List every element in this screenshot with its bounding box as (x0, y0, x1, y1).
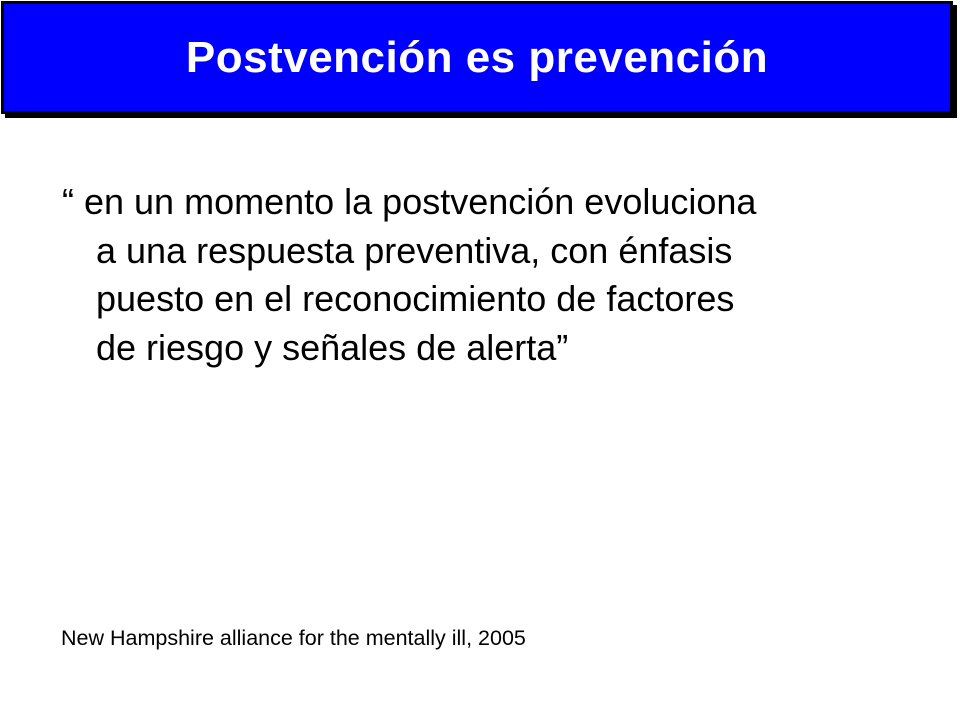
quote-line: a una respuesta preventiva, con énfasis (96, 229, 733, 271)
title-banner (1, 1, 953, 114)
source-citation: New Hampshire alliance for the mentally ill, 2005 (61, 626, 526, 650)
quote-line: de riesgo y señales de alerta” (96, 326, 569, 368)
quote-block (62, 178, 922, 372)
slide-title: Postvención es prevención (185, 32, 769, 82)
quote-line: “ en un momento la postvención evoluciona (62, 181, 757, 222)
quote-line: puesto en el reconocimiento de factores (96, 278, 735, 319)
